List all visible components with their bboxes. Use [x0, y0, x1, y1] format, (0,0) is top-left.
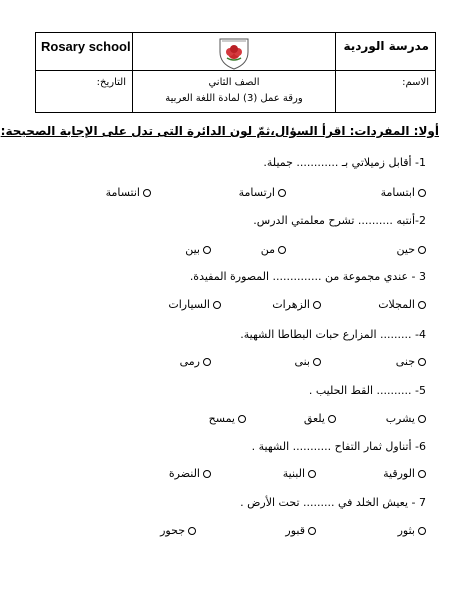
- option-7-a[interactable]: بثور: [398, 524, 426, 537]
- title-cell: [133, 71, 336, 113]
- radio-circle[interactable]: [278, 189, 286, 197]
- option-3-b[interactable]: الزهرات: [272, 298, 321, 311]
- radio-circle[interactable]: [418, 527, 426, 535]
- option-3-a[interactable]: المجلات: [378, 298, 426, 311]
- option-5-c[interactable]: يمسح: [209, 412, 246, 425]
- question-5: 5- .......... القط الحليب .: [308, 384, 426, 397]
- radio-circle[interactable]: [313, 301, 321, 309]
- radio-circle[interactable]: [418, 301, 426, 309]
- radio-circle[interactable]: [308, 470, 316, 478]
- logo-cell: [133, 33, 336, 71]
- option-5-a[interactable]: يشرب: [386, 412, 426, 425]
- date-label: التاريخ:: [96, 77, 126, 88]
- option-1-b[interactable]: ارتسامة: [239, 186, 286, 199]
- question-6: 6- أتناول ثمار التفاح ........... الشهية .: [251, 440, 426, 453]
- radio-circle[interactable]: [203, 246, 211, 254]
- option-2-c[interactable]: بين: [185, 243, 211, 256]
- question-3: 3 - عندي مجموعة من .............. المصورة المفيدة.: [189, 270, 426, 283]
- option-3-c[interactable]: السيارات: [168, 298, 221, 311]
- radio-circle[interactable]: [328, 415, 336, 423]
- option-2-b[interactable]: من: [261, 243, 286, 256]
- radio-circle[interactable]: [418, 358, 426, 366]
- radio-circle[interactable]: [418, 415, 426, 423]
- question-7: 7 - يعيش الخلد في ......... تحت الأرض .: [240, 496, 426, 509]
- radio-circle[interactable]: [143, 189, 151, 197]
- school-en-cell: [36, 33, 133, 71]
- question-2: 2-أنتبه .......... تشرح معلمتي الدرس.: [253, 214, 426, 227]
- radio-circle[interactable]: [213, 301, 221, 309]
- radio-circle[interactable]: [188, 527, 196, 535]
- sheet-title: ورقة عمل (3) لمادة اللغة العربية: [165, 93, 303, 104]
- radio-circle[interactable]: [418, 246, 426, 254]
- radio-circle[interactable]: [203, 470, 211, 478]
- school-name-ar: مدرسة الوردية: [343, 39, 429, 53]
- option-4-b[interactable]: بنى: [294, 355, 321, 368]
- header-table: [35, 32, 436, 113]
- name-label: الاسم:: [402, 77, 429, 88]
- radio-circle[interactable]: [203, 358, 211, 366]
- question-4: 4- ......... المزارع حبات البطاطا الشهية.: [240, 328, 426, 341]
- date-cell: [36, 71, 133, 113]
- grade-label: الصف الثاني: [208, 77, 260, 88]
- option-6-c[interactable]: النضرة: [169, 467, 211, 480]
- radio-circle[interactable]: [278, 246, 286, 254]
- question-1: 1- أقابل زميلاتي بـ ............ جميلة.: [263, 156, 426, 169]
- option-2-a[interactable]: حين: [397, 243, 427, 256]
- radio-circle[interactable]: [238, 415, 246, 423]
- option-5-b[interactable]: يلعق: [304, 412, 336, 425]
- option-4-a[interactable]: جنى: [396, 355, 426, 368]
- name-cell: [336, 71, 436, 113]
- school-ar-cell: [336, 33, 436, 71]
- option-6-a[interactable]: الورقية: [383, 467, 426, 480]
- radio-circle[interactable]: [313, 358, 321, 366]
- option-7-b[interactable]: قبور: [285, 524, 316, 537]
- radio-circle[interactable]: [418, 189, 426, 197]
- section-title: أولا: المفردات: اقرأ السؤال،ثمّ لون الدائرة التى تدل على الإجابة الصحيحة:: [0, 124, 439, 138]
- option-1-a[interactable]: ابتسامة: [381, 186, 426, 199]
- option-1-c[interactable]: انتسامة: [106, 186, 151, 199]
- school-crest-rose-icon: [217, 36, 251, 70]
- radio-circle[interactable]: [418, 470, 426, 478]
- option-7-c[interactable]: جحور: [160, 524, 196, 537]
- option-6-b[interactable]: البنية: [283, 467, 316, 480]
- radio-circle[interactable]: [308, 527, 316, 535]
- option-4-c[interactable]: رمى: [180, 355, 211, 368]
- school-name-en: Rosary school: [41, 39, 131, 54]
